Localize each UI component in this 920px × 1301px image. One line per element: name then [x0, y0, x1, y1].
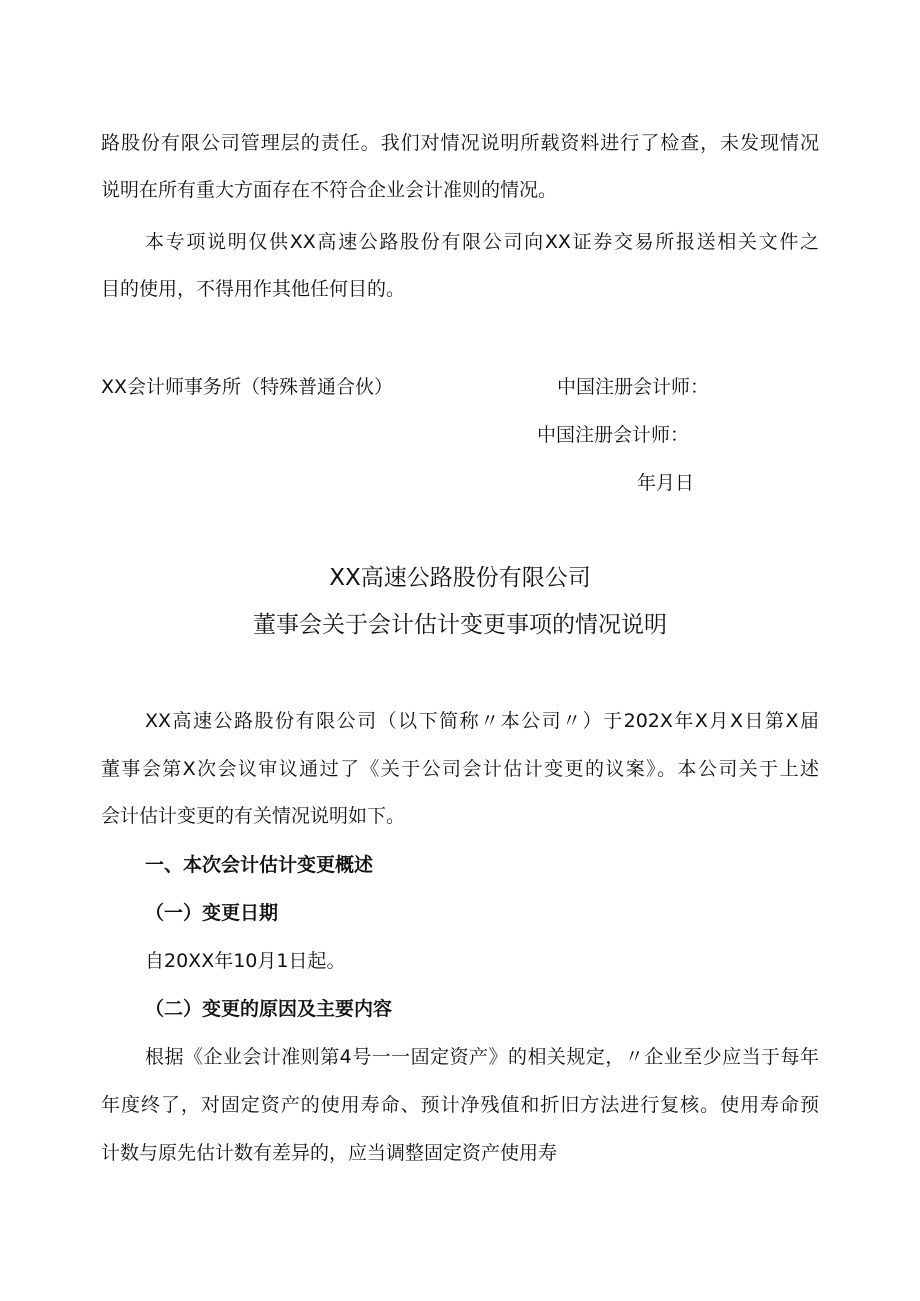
- paragraph-2-line-2: 目的使用，不得用作其他任何目的。: [101, 278, 406, 300]
- signature-date: 年月日: [637, 472, 695, 494]
- intro-line-1: XX高速公路股份有限公司（以下简称〃本公司〃）于202X年X月X日第X届: [145, 710, 819, 732]
- document-title-subject: 董事会关于会计估计变更事项的情况说明: [253, 612, 667, 638]
- paragraph-1-line-2: 说明在所有重大方面存在不符合企业会计准则的情况。: [101, 179, 558, 201]
- paragraph-2-line-1: 本专项说明仅供XX高速公路股份有限公司向XX证券交易所报送相关文件之: [145, 231, 819, 253]
- audit-firm-name: XX会计师事务所（特殊普通合伙）: [101, 376, 394, 398]
- subsection-2-line-3: 计数与原先估计数有差异的，应当调整固定资产使用寿: [101, 1142, 558, 1164]
- subsection-1-heading: （一）变更日期: [145, 902, 279, 924]
- subsection-2-line-1: 根据《企业会计准则第4号一一固定资产》的相关规定，〃企业至少应当于每年: [145, 1046, 819, 1068]
- subsection-2-line-2: 年度终了，对固定资产的使用寿命、预计净残值和折旧方法进行复核。使用寿命预: [101, 1094, 819, 1116]
- intro-line-3: 会计估计变更的有关情况说明如下。: [101, 805, 406, 827]
- section-1-heading: 一、本次会计估计变更概述: [145, 854, 374, 876]
- subsection-1-text: 自20XX年10月1日起。: [145, 950, 346, 972]
- document-title-company: XX高速公路股份有限公司: [329, 565, 591, 591]
- cpa-signature-1: 中国注册会计师：: [557, 376, 710, 398]
- subsection-2-heading: （二）变更的原因及主要内容: [145, 998, 393, 1020]
- intro-line-2: 董事会第X次会议审议通过了《关于公司会计估计变更的议案》。本公司关于上述: [101, 758, 819, 780]
- paragraph-1-line-1: 路股份有限公司管理层的责任。我们对情况说明所载资料进行了检查，未发现情况: [101, 132, 819, 154]
- cpa-signature-2: 中国注册会计师：: [537, 424, 690, 446]
